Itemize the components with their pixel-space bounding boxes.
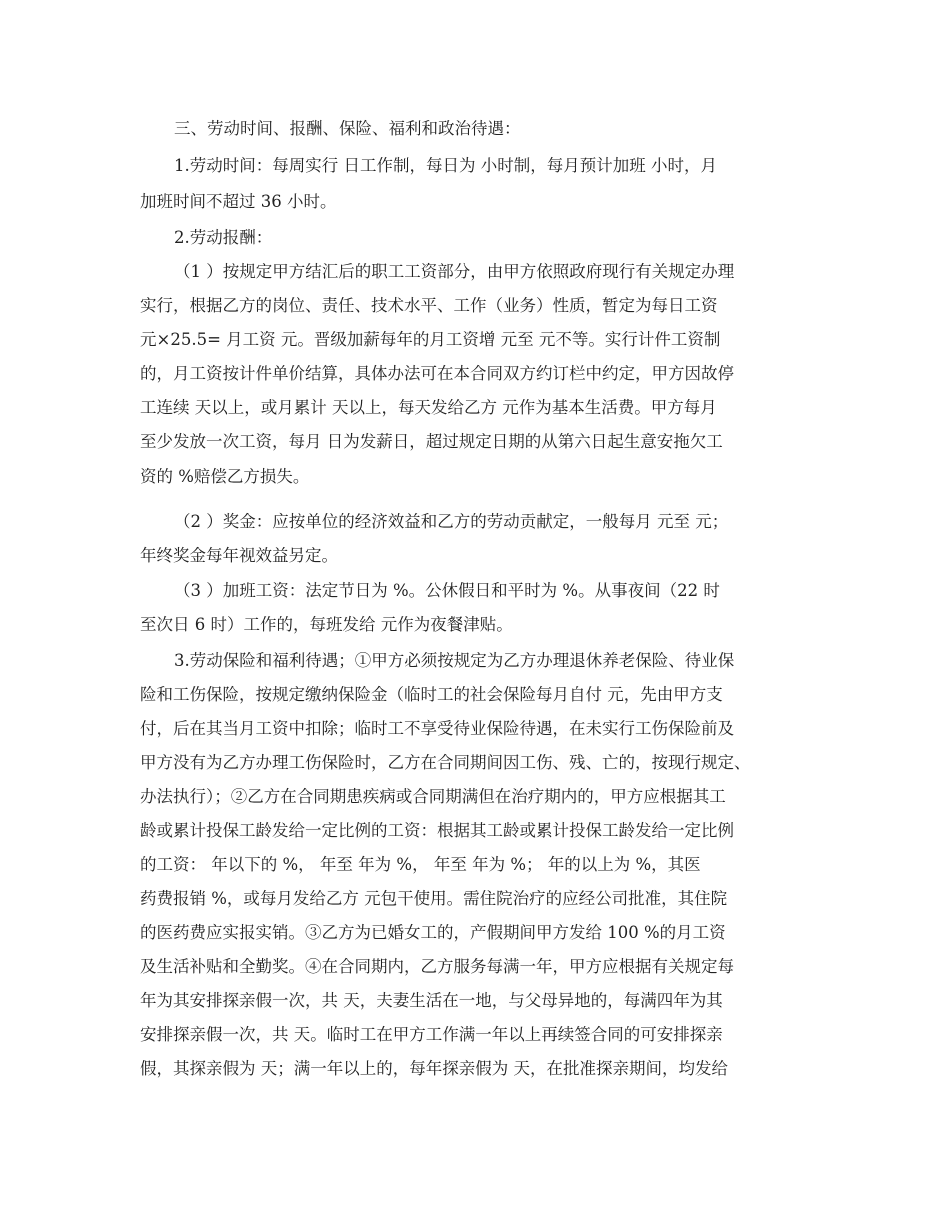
paragraph-line: 险和工伤保险，按规定缴纳保险金（临时工的社会保险每月自付 元，先由甲方支 (140, 685, 723, 704)
paragraph-line: 的工资： 年以下的 %， 年至 年为 %， 年至 年为 %； 年的以上为 %，其医 (140, 855, 701, 874)
paragraph-line: 加班时间不超过 36 小时。 (140, 192, 337, 211)
paragraph-line: 3.劳动保险和福利待遇；①甲方必须按规定为乙方办理退休养老保险、待业保 (174, 651, 735, 670)
paragraph-line: 龄或累计投保工龄发给一定比例的工资：根据其工龄或累计投保工龄发给一定比例 (140, 821, 734, 840)
paragraph-line: （1 ）按规定甲方结汇后的职工工资部分，由甲方依照政府现行有关规定办理 (174, 262, 735, 281)
paragraph-line: 2.劳动报酬： (174, 228, 273, 247)
paragraph-line: 实行，根据乙方的岗位、责任、技术水平、工作（业务）性质，暂定为每日工资 (140, 296, 718, 315)
paragraph-line: 工连续 天以上，或月累计 天以上，每天发给乙方 元作为基本生活费。甲方每月 (140, 398, 717, 417)
paragraph-line: 安排探亲假一次，共 天。临时工在甲方工作满一年以上再续签合同的可安排探亲 (140, 1025, 723, 1044)
paragraph-line: （2 ）奖金：应按单位的经济效益和乙方的劳动贡献定，一般每月 元至 元； (174, 512, 729, 531)
paragraph-line: 至少发放一次工资，每月 日为发薪日，超过规定日期的从第六日起生意安拖欠工 (140, 432, 723, 451)
paragraph-line: 1.劳动时间：每周实行 日工作制，每日为 小时制，每月预计加班 小时，月 (174, 156, 717, 175)
section-heading: 三、劳动时间、报酬、保险、福利和政治待遇： (174, 119, 521, 138)
paragraph-line: 办法执行）；②乙方在合同期患疾病或合同期满但在治疗期内的，甲方应根据其工 (140, 787, 726, 806)
paragraph-line: 元×25.5= 月工资 元。晋级加薪每年的月工资增 元至 元不等。实行计件工资制 (140, 330, 721, 349)
paragraph-line: 年终奖金每年视效益另定。 (140, 546, 338, 565)
paragraph-line: 药费报销 %，或每月发给乙方 元包干使用。需住院治疗的应经公司批准，其住院 (140, 889, 728, 908)
paragraph-line: 付，后在其当月工资中扣除；临时工不享受待业保险待遇，在未实行工伤保险前及 (140, 719, 734, 738)
paragraph-line: 年为其安排探亲假一次，共 天，夫妻生活在一地，与父母异地的，每满四年为其 (140, 991, 723, 1010)
paragraph-line: 及生活补贴和全勤奖。④在合同期内，乙方服务每满一年，甲方应根据有关规定每 (140, 957, 734, 976)
paragraph-line: 的，月工资按计件单价结算，具体办法可在本合同双方约订栏中约定，甲方因故停 (140, 364, 734, 383)
paragraph-line: 的医药费应实报实销。③乙方为已婚女工的，产假期间甲方发给 100 %的月工资 (140, 923, 726, 942)
paragraph-line: （3 ）加班工资：法定节日为 %。公休假日和平时为 %。从事夜间（22 时 (174, 581, 720, 600)
paragraph-line: 甲方没有为乙方办理工伤保险时，乙方在合同期间因工伤、残、亡的，按现行规定、 (140, 753, 751, 772)
paragraph-line: 假，其探亲假为 天；满一年以上的，每年探亲假为 天，在批准探亲期间，均发给 (140, 1059, 728, 1078)
paragraph-line: 至次日 6 时）工作的，每班发给 元作为夜餐津贴。 (140, 615, 513, 634)
paragraph-line: 资的 %赔偿乙方损失。 (140, 467, 310, 486)
